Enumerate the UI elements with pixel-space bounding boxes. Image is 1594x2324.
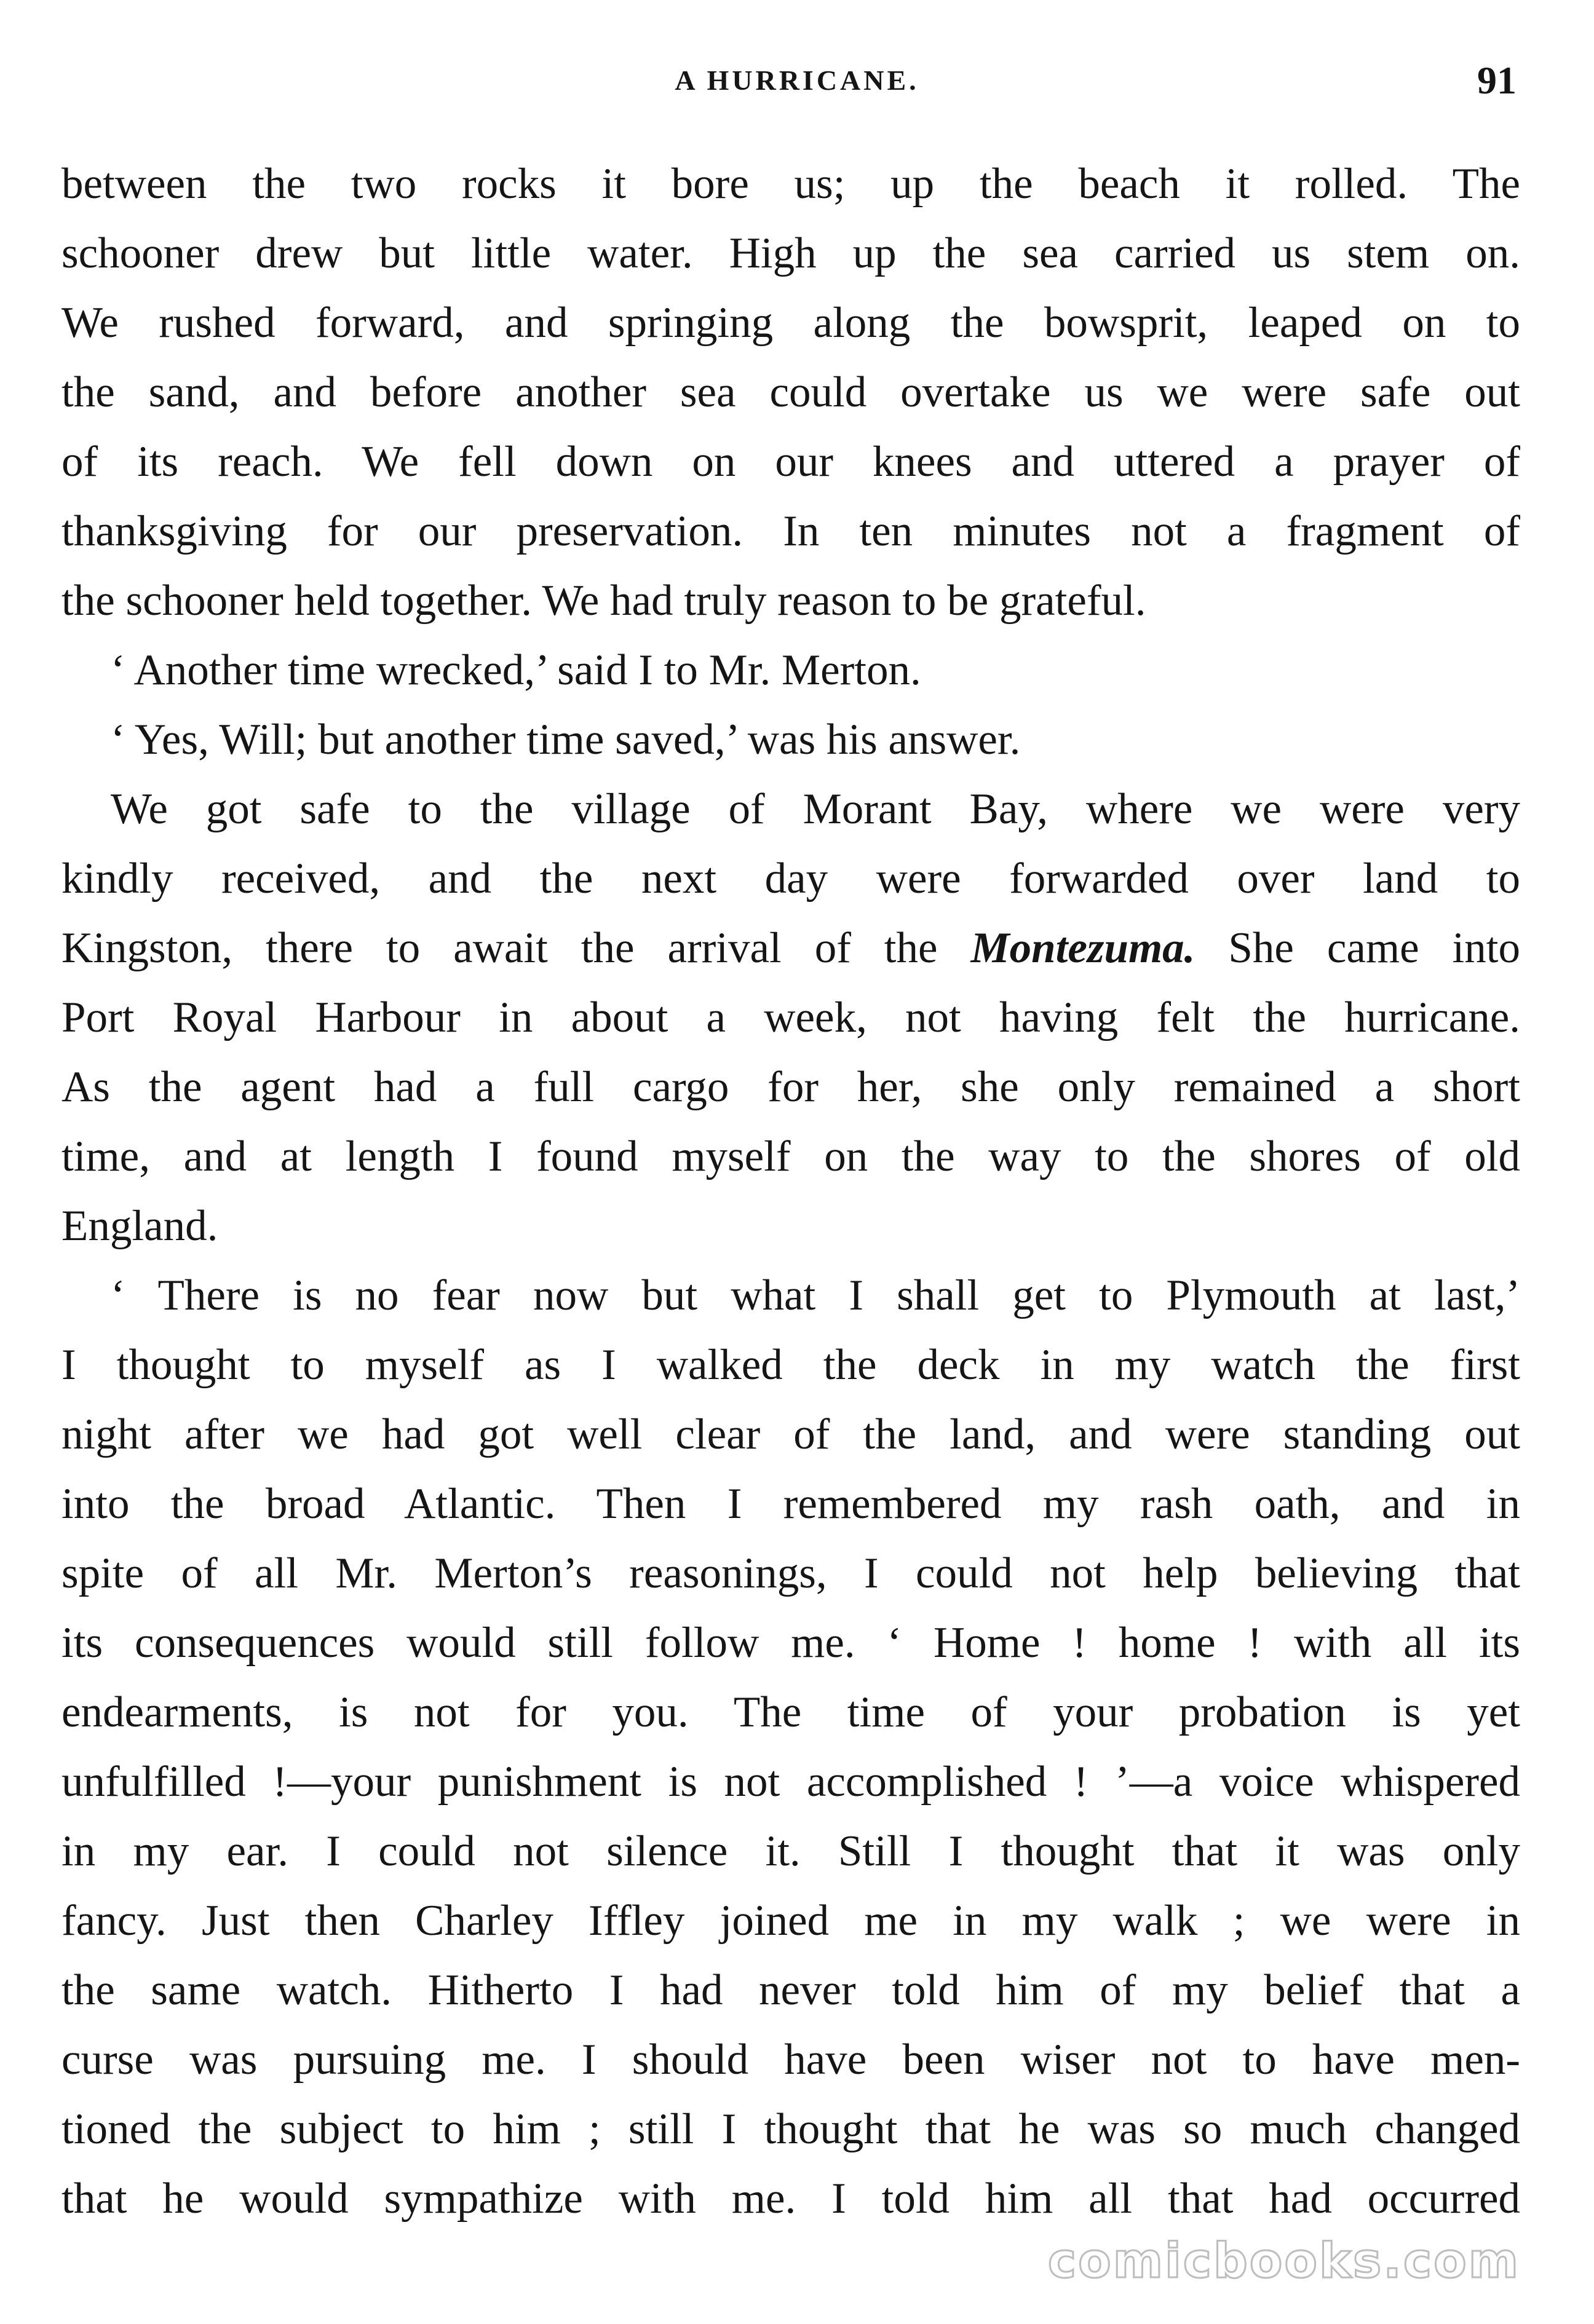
text-segment: Kingston, there to await the arrival of the	[61, 924, 971, 972]
text-line: between the two rocks it bore us; up the beach it rolled. The	[61, 160, 1520, 208]
text-line: into the broad Atlantic. Then I remembered my rash oath, and in	[61, 1480, 1520, 1528]
text-line: unfulfilled !—your punishment is not accomplished ! ’—a voice whispered	[61, 1758, 1520, 1806]
page-number: 91	[1477, 58, 1517, 102]
text-line: We got safe to the village of Morant Bay, where we were very	[111, 785, 1520, 833]
text-line: time, and at length I found myself on the way to the shores of old	[61, 1132, 1520, 1180]
running-title: A HURRICANE.	[675, 65, 919, 96]
ship-name: Montezuma.	[970, 924, 1196, 972]
text-line: thanksgiving for our preservation. In ten minutes not a fragment of	[61, 507, 1520, 555]
text-line: ‘ There is no fear now but what I shall get to Plymouth at last,’	[111, 1271, 1520, 1319]
text-line: tioned the subject to him ; still I thought that he was so much changed	[61, 2105, 1520, 2153]
body-text	[61, 149, 1520, 2234]
text-line: endearments, is not for you. The time of your probation is yet	[61, 1688, 1520, 1736]
text-line: the schooner held together. We had truly reason to be grateful.	[61, 577, 1146, 625]
text-line: fancy. Just then Charley Iffley joined me in my walk ; we were in	[61, 1897, 1520, 1945]
watermark: comicbooks.com	[1047, 2234, 1520, 2289]
page-header	[61, 53, 1533, 108]
text-line: schooner drew but little water. High up the sea carried us stem on.	[61, 229, 1520, 277]
text-line: As the agent had a full cargo for her, she only remained a short	[61, 1063, 1520, 1111]
text-line-with-italic	[61, 914, 1520, 983]
text-line: England.	[61, 1202, 218, 1250]
text-line: curse was pursuing me. I should have been wiser not to have men-	[61, 2036, 1520, 2084]
text-line: We rushed forward, and springing along the bowsprit, leaped on to	[61, 299, 1520, 347]
text-line: the sand, and before another sea could overtake us we were safe out	[61, 368, 1520, 416]
text-line: ‘ Yes, Will; but another time saved,’ was his answer.	[111, 716, 1021, 764]
text-line: its consequences would still follow me. ‘ Home ! home ! with all its	[61, 1619, 1520, 1667]
text-segment: She came into	[1195, 924, 1521, 972]
text-line: that he would sympathize with me. I told him all that had occurred	[61, 2175, 1520, 2223]
text-line: night after we had got well clear of the land, and were standing out	[61, 1410, 1520, 1458]
text-line: kindly received, and the next day were forwarded over land to	[61, 855, 1520, 903]
text-line: I thought to myself as I walked the deck in my watch the first	[61, 1341, 1520, 1389]
text-line: spite of all Mr. Merton’s reasonings, I could not help believing that	[61, 1549, 1520, 1597]
text-line: in my ear. I could not silence it. Still I thought that it was only	[61, 1827, 1520, 1875]
text-line: the same watch. Hitherto I had never told him of my belief that a	[61, 1966, 1520, 2014]
text-line: of its reach. We fell down on our knees and uttered a prayer of	[61, 438, 1520, 486]
text-line: Port Royal Harbour in about a week, not having felt the hurricane.	[61, 994, 1520, 1041]
text-line: ‘ Another time wrecked,’ said I to Mr. Merton.	[111, 646, 921, 694]
